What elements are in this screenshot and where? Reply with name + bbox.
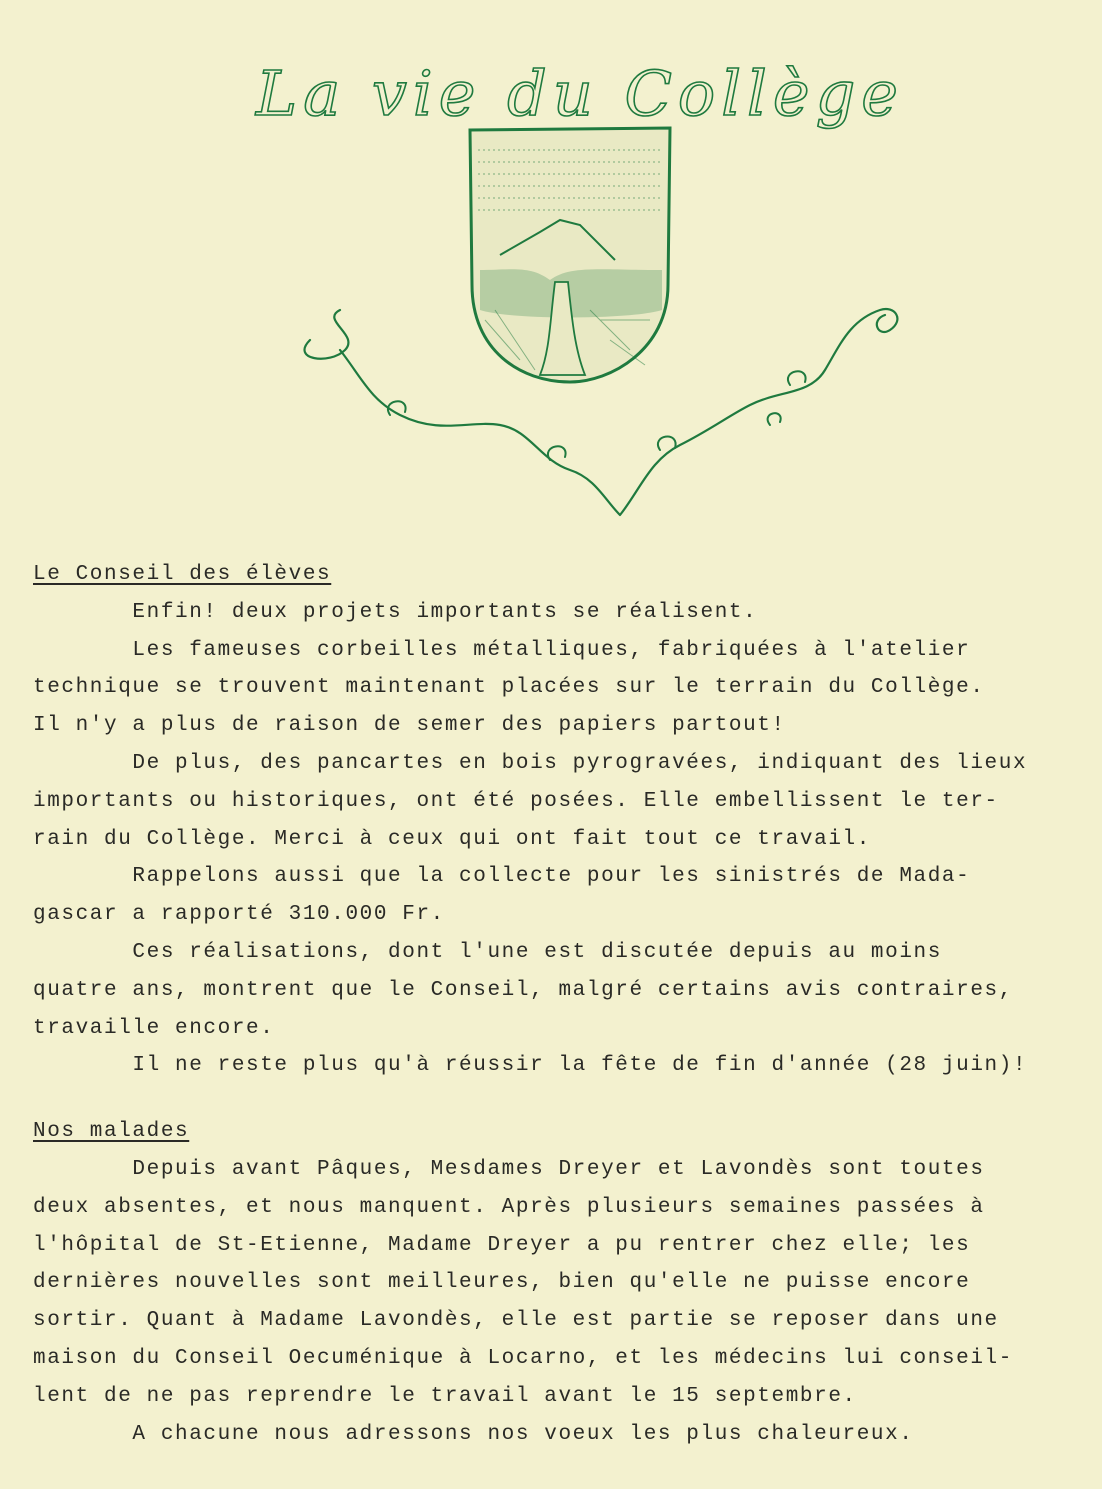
text-line: sortir. Quant à Madame Lavondès, elle est partie se reposer dans une	[33, 1309, 999, 1333]
masthead-title: La vie du Collège	[256, 57, 904, 130]
masthead	[250, 20, 910, 530]
text-line: rain du Collège. Merci à ceux qui ont fait tout ce travail.	[33, 827, 871, 851]
text-line: Enfin! deux projets importants se réalisent.	[33, 600, 758, 624]
text-line: Il ne reste plus qu'à réussir la fête de fin d'année (28 juin)!	[33, 1054, 1028, 1078]
text-line: gascar a rapporté 310.000 Fr.	[33, 903, 445, 927]
section-title: Nos malades	[33, 1120, 190, 1144]
masthead-drawing	[250, 20, 910, 530]
text-line: A chacune nous adressons nos voeux les plus chaleureux.	[33, 1422, 914, 1446]
section-student-council	[33, 556, 1073, 1085]
section-gap	[33, 1085, 1073, 1113]
text-line: maison du Conseil Oecuménique à Locarno, et les médecins lui conseil-	[33, 1346, 1013, 1370]
text-line: Il n'y a plus de raison de semer des papiers partout!	[33, 714, 786, 738]
section-title: Le Conseil des élèves	[33, 563, 332, 586]
text-line: dernières nouvelles sont meilleures, bien qu'elle ne puisse encore	[33, 1271, 971, 1295]
text-line: Depuis avant Pâques, Mesdames Dreyer et Lavondès sont toutes	[33, 1157, 985, 1181]
shield-emblem-icon	[470, 128, 670, 382]
text-line: Les fameuses corbeilles métalliques, fabriquées à l'atelier	[33, 638, 971, 662]
text-line: importants ou historiques, ont été posées. Elle embellissent le ter-	[33, 789, 999, 813]
text-line: Ces réalisations, dont l'une est discutée depuis au moins	[33, 940, 942, 964]
document-body	[33, 556, 1073, 1453]
text-line: lent de ne pas reprendre le travail avant le 15 septembre.	[33, 1384, 857, 1408]
text-line: travaille encore.	[33, 1016, 275, 1040]
section-our-sick	[33, 1113, 1073, 1453]
text-line: deux absentes, et nous manquent. Après plusieurs semaines passées à	[33, 1195, 985, 1219]
text-line: l'hôpital de St-Etienne, Madame Dreyer a pu rentrer chez elle; les	[33, 1233, 971, 1257]
text-line: De plus, des pancartes en bois pyrogravées, indiquant des lieux	[33, 751, 1028, 775]
vine-curls-icon	[388, 371, 806, 460]
text-line: technique se trouvent maintenant placées sur le terrain du Collège.	[33, 676, 985, 700]
text-line: Rappelons aussi que la collecte pour les sinistrés de Mada-	[33, 865, 971, 889]
text-line: quatre ans, montrent que le Conseil, malgré certains avis contraires,	[33, 978, 1013, 1002]
